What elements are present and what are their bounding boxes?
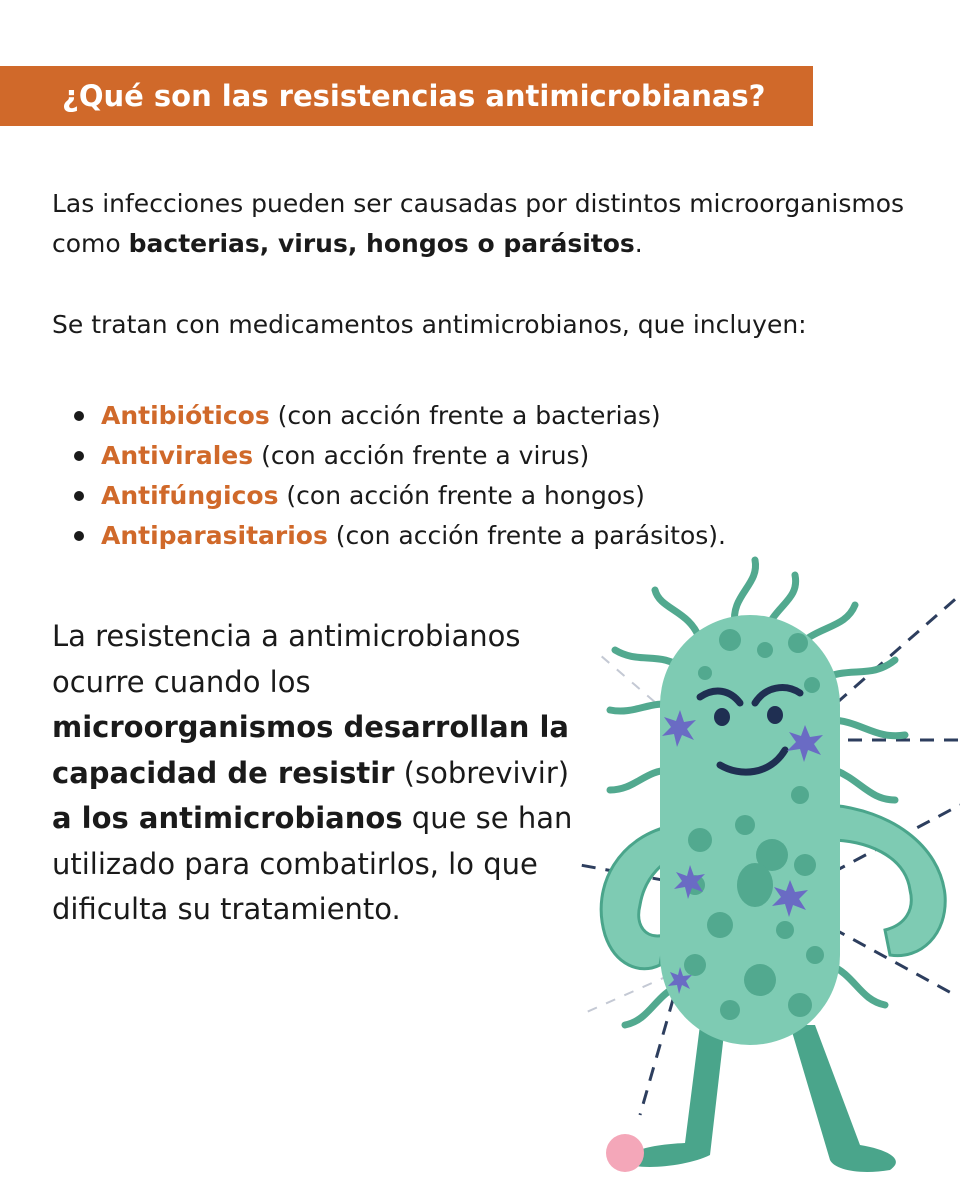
bullet-icon: [74, 491, 84, 501]
medication-list: [52, 396, 726, 556]
medication-name: Antiparasitarios: [101, 521, 328, 550]
medication-description: (con acción frente a hongos): [278, 481, 645, 510]
list-item: [52, 396, 726, 436]
intro-text: Las infecciones pueden ser causadas por distintos microorganismos como: [52, 189, 905, 258]
intro-paragraph: [52, 184, 932, 264]
medication-name: Antivirales: [101, 441, 254, 470]
right-arm: [830, 805, 945, 956]
legs: [627, 1025, 895, 1172]
bullet-icon: [74, 451, 84, 461]
page-title: ¿Qué son las resistencias antimicrobianas?: [62, 79, 766, 113]
bacteria-character-icon: [560, 555, 960, 1200]
bullet-icon: [74, 411, 84, 421]
medication-description: (con acción frente a virus): [253, 441, 590, 470]
resistance-text-1: La resistencia a antimicrobianos ocurre cuando los: [52, 619, 521, 699]
intro-bold: bacterias, virus, hongos o parásitos: [128, 229, 635, 258]
medication-description: (con acción frente a parásitos).: [327, 521, 726, 550]
treatment-paragraph: Se tratan con medicamentos antimicrobianos, que incluyen:: [52, 310, 807, 339]
intro-end: .: [634, 229, 643, 258]
list-item: [52, 476, 726, 516]
list-item: [52, 516, 726, 556]
resistance-text-3: que se han utilizado para combatirlos, lo que dificulta su tratamiento.: [52, 801, 573, 926]
resistance-text-2: (sobrevivir): [394, 755, 570, 790]
resistance-bold-1: microorganismos desarrollan la capacidad de resistir: [52, 710, 569, 790]
ball-icon: [606, 1134, 644, 1172]
title-banner: [0, 66, 813, 126]
resistance-paragraph: [52, 614, 592, 933]
resistance-bold-2: a los antimicrobianos: [52, 801, 403, 835]
medication-name: Antibióticos: [101, 401, 270, 430]
medication-description: (con acción frente a bacterias): [269, 401, 661, 430]
medication-name: Antifúngicos: [101, 481, 279, 510]
bullet-icon: [74, 531, 84, 541]
list-item: [52, 436, 726, 476]
